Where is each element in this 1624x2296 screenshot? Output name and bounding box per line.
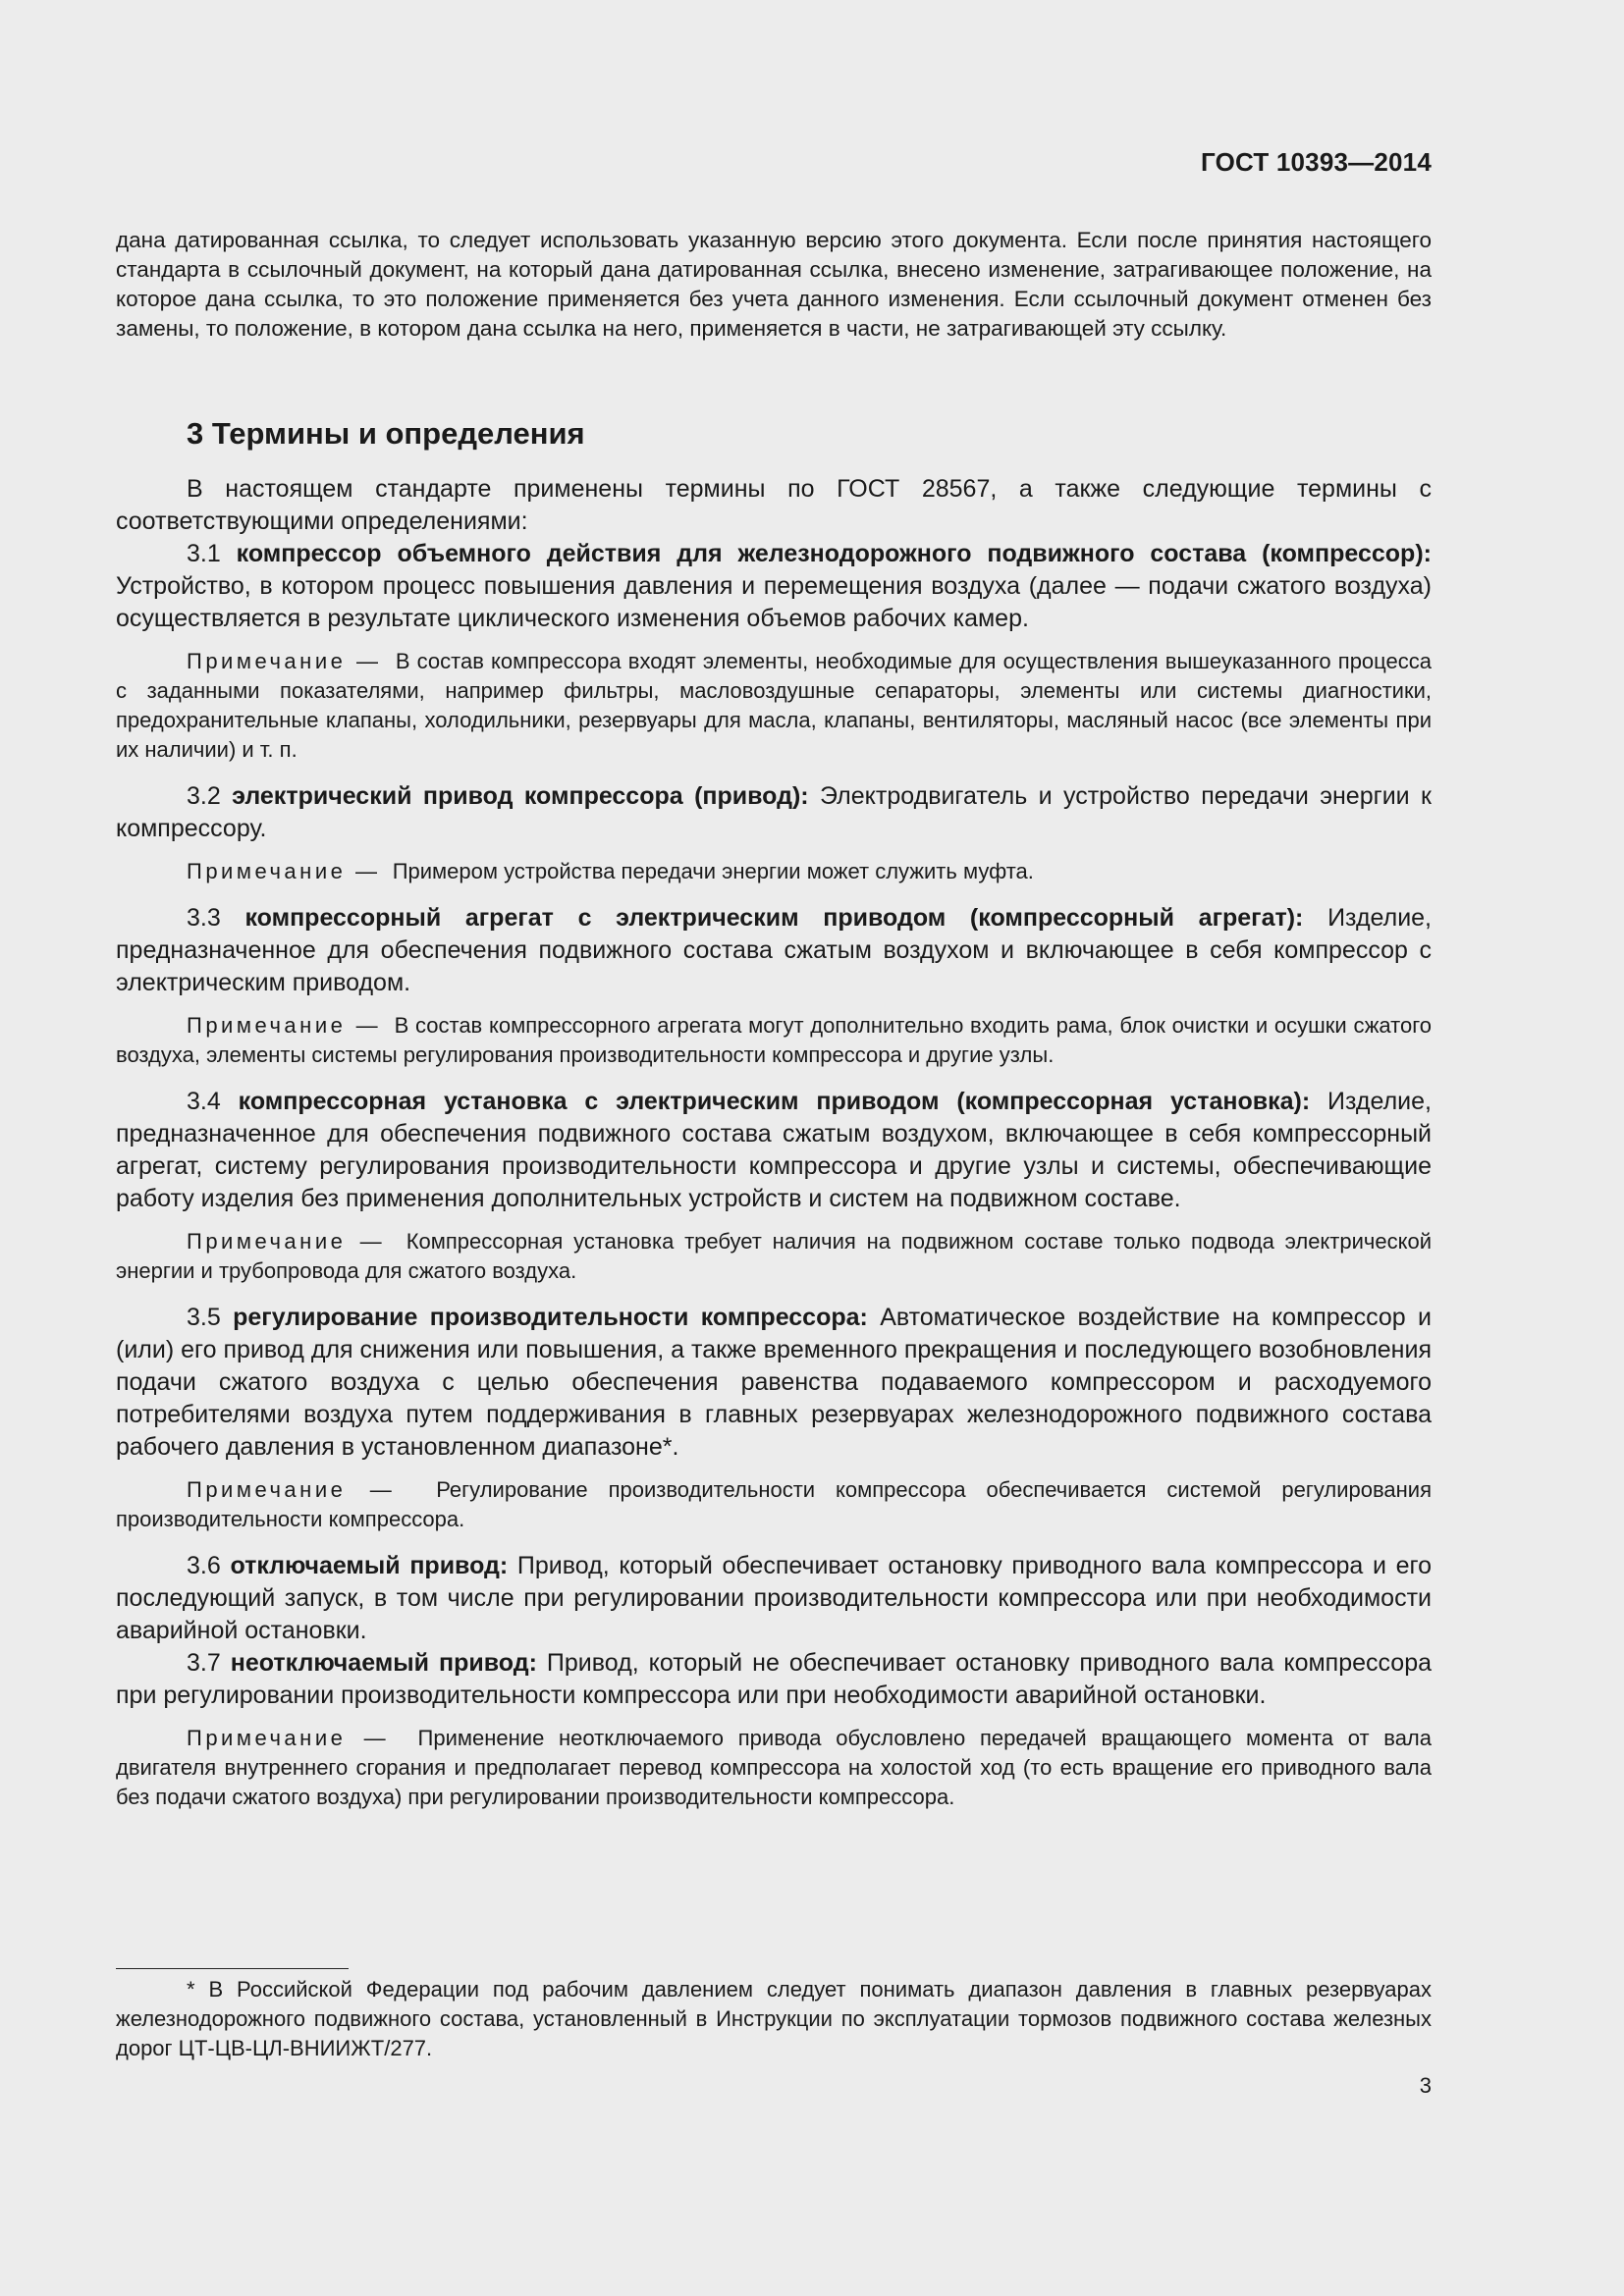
footnote: * В Российской Федерации под рабочим давлением следует понимать диапазон давления в главных резервуарах железнодорожного подвижного состава, установленный в Инструкции по эксплуатации тормозов подвижного состава железных дорог ЦТ-ЦВ-ЦЛ-ВНИИЖТ/277.	[116, 1977, 1432, 2060]
term-name: компрессорная установка с электрическим приводом (компрессорная установка):	[238, 1088, 1311, 1115]
term-name: компрессор объемного действия для железнодорожного подвижного состава (компрессор):	[236, 540, 1432, 567]
term-3-2	[116, 780, 1432, 845]
note-label: Примечание —	[187, 1726, 390, 1750]
term-3-5	[116, 1302, 1432, 1464]
term-definition: Изделие, предназначенное для обеспечения подвижного состава сжатым воздухом, включающее в себя компрессорный агрегат, систему регулирования производительности компрессора и другие узлы и системы, обеспечивающие работу изделия без применения дополнительных устройств и систем на подвижном составе.	[116, 1088, 1432, 1212]
section-title: 3 Термины и определения	[187, 416, 585, 451]
page-number: 3	[1419, 2073, 1432, 2098]
note-3-3	[116, 1011, 1432, 1070]
term-name: отключаемый привод:	[230, 1552, 509, 1579]
term-definition: Привод, который обеспечивает остановку приводного вала компрессора и его последующий запуск, в том числе при регулировании производительности компрессора или при необходимости аварийной остановки.	[116, 1552, 1432, 1644]
term-number: 3.6	[187, 1552, 221, 1579]
note-3-4	[116, 1227, 1432, 1286]
term-name: регулирование производительности компрессора:	[233, 1304, 868, 1331]
term-definition: Устройство, в котором процесс повышения давления и перемещения воздуха (далее — подачи сжатого воздуха) осуществляется в результате циклического изменения объемов рабочих камер.	[116, 572, 1432, 632]
note-label: Примечание —	[187, 1229, 386, 1254]
term-definition: Автоматическое воздействие на компрессор и (или) его привод для снижения или повышения, а также временного прекращения и последующего возобновления подачи сжатого воздуха с целью обеспечения равенства подаваемого компрессором и расходуемого потребителями воздуха путем поддерживания в главных резервуарах железнодорожного подвижного состава рабочего давления в установленном диапазоне*.	[116, 1304, 1432, 1461]
note-text: Примером устройства передачи энергии может служить муфта.	[392, 859, 1034, 883]
term-3-3	[116, 902, 1432, 999]
note-3-1	[116, 647, 1432, 765]
section-lead-paragraph: В настоящем стандарте применены термины по ГОСТ 28567, а также следующие термины с соответствующими определениями:	[116, 475, 1432, 535]
term-number: 3.7	[187, 1649, 221, 1677]
document-id-header: ГОСТ 10393—2014	[1201, 147, 1432, 177]
term-3-4	[116, 1086, 1432, 1215]
note-text: Применение неотключаемого привода обусловлено передачей вращающего момента от вала двигателя внутреннего сгорания и предполагает перевод компрессора на холостой ход (то есть вращение его приводного вала без подачи сжатого воздуха) при регулировании производительности компрессора.	[116, 1726, 1432, 1809]
intro-paragraph: дана датированная ссылка, то следует использовать указанную версию этого документа. Если после принятия настоящего стандарта в ссылочный документ, на который дана датированная ссылка, внесено изменение, затрагивающее положение, на которое дана ссылка, то это положение применяется без учета данного изменения. Если ссылочный документ отменен без замены, то положение, в котором дана ссылка на него, применяется в части, не затрагивающей эту ссылку.	[116, 228, 1432, 341]
term-3-7	[116, 1647, 1432, 1712]
term-definition: Электродвигатель и устройство передачи энергии к компрессору.	[116, 782, 1432, 842]
term-definition: Привод, который не обеспечивает остановку приводного вала компрессора при регулировании производительности компрессора или при необходимости аварийной остановки.	[116, 1649, 1433, 1709]
note-3-5	[116, 1475, 1432, 1534]
note-3-2	[116, 857, 1432, 886]
note-text: Регулирование производительности компрессора обеспечивается системой регулирования производительности компрессора.	[116, 1477, 1433, 1531]
term-name: неотключаемый привод:	[230, 1649, 537, 1677]
section-body	[116, 473, 1432, 1812]
term-name: электрический привод компрессора (привод):	[232, 782, 809, 810]
term-definition: Изделие, предназначенное для обеспечения подвижного состава сжатым воздухом и включающее в себя компрессор с электрическим приводом.	[116, 904, 1433, 996]
term-3-1	[116, 538, 1432, 635]
note-label: Примечание —	[187, 859, 381, 883]
term-3-6	[116, 1550, 1432, 1647]
footnote-divider	[116, 1968, 349, 1969]
term-number: 3.1	[187, 540, 221, 567]
term-name: компрессорный агрегат с электрическим приводом (компрессорный агрегат):	[244, 904, 1304, 932]
note-label: Примечание —	[187, 649, 382, 673]
term-number: 3.5	[187, 1304, 221, 1331]
note-text: В состав компрессора входят элементы, необходимые для осуществления вышеуказанного процесса с заданными показателями, например фильтры, масловоздушные сепараторы, элементы или системы диагностики, предохранительные клапаны, холодильники, резервуары для масла, клапаны, вентиляторы, масляный насос (все элементы при их наличии) и т. п.	[116, 649, 1432, 762]
note-text: Компрессорная установка требует наличия на подвижном составе только подвода электрической энергии и трубопровода для сжатого воздуха.	[116, 1229, 1432, 1283]
term-number: 3.2	[187, 782, 221, 810]
term-number: 3.4	[187, 1088, 221, 1115]
term-number: 3.3	[187, 904, 221, 932]
note-3-7	[116, 1724, 1432, 1812]
note-label: Примечание —	[187, 1477, 396, 1502]
note-text: В состав компрессорного агрегата могут дополнительно входить рама, блок очистки и осушки сжатого воздуха, элементы системы регулирования производительности компрессора и другие узлы.	[116, 1013, 1433, 1067]
note-label: Примечание —	[187, 1013, 382, 1038]
